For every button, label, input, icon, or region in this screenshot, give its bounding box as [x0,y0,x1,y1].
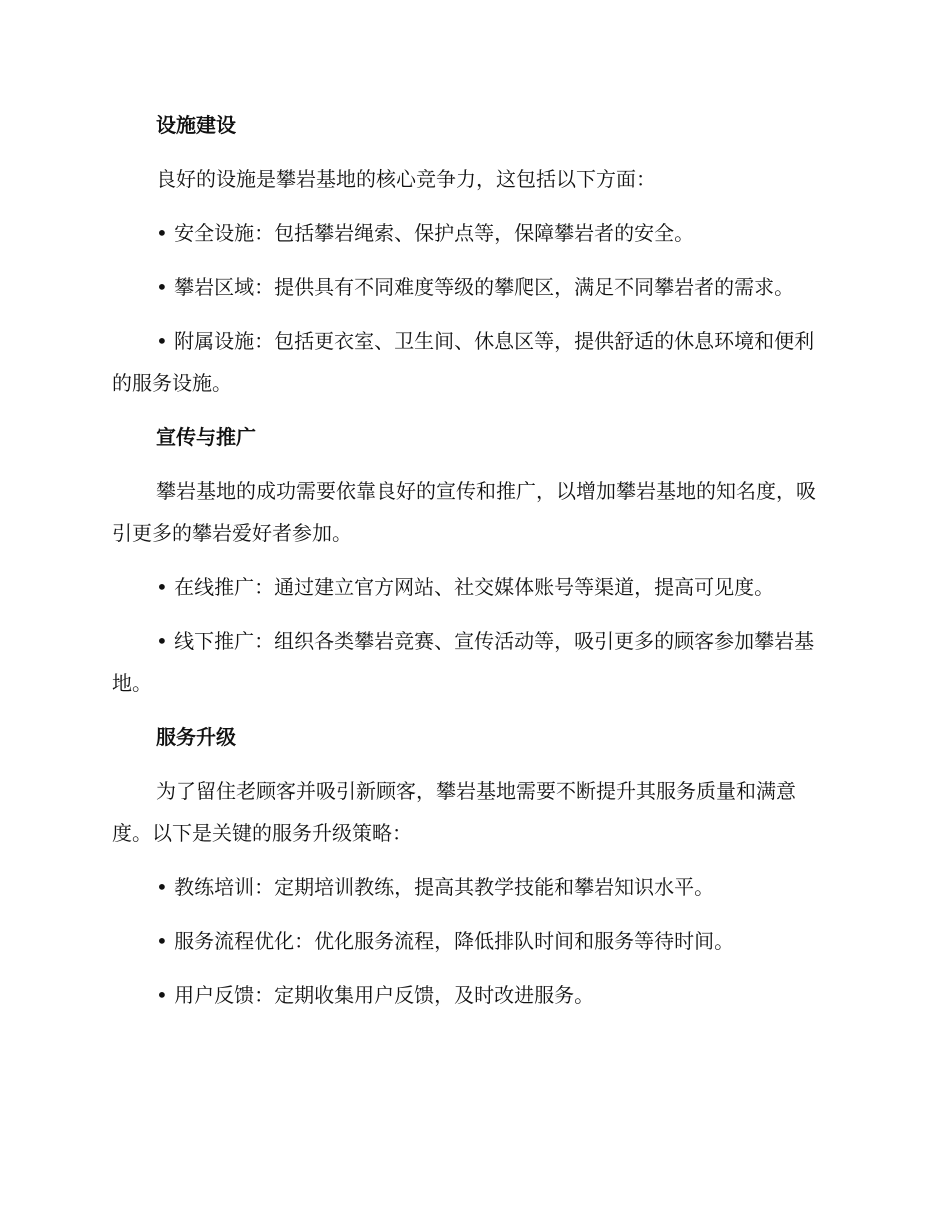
paragraph: 为了留住老顾客并吸引新顾客，攀岩基地需要不断提升其服务质量和满意度。以下是关键的服务升级策略： [112,779,796,845]
bullet-item: • 攀岩区域：提供具有不同难度等级的攀爬区，满足不同攀岩者的需求。 [156,275,795,299]
section-promotion [112,416,828,704]
bullet-item: • 用户反馈：定期收集用户反馈，及时改进服务。 [156,983,595,1007]
bullet-item: • 在线推广：通过建立官方网站、社交媒体账号等渠道，提高可见度。 [156,575,775,599]
bullet-item: • 线下推广：组织各类攀岩竞赛、宣传活动等，吸引更多的顾客参加攀岩基地。 [112,629,815,695]
section-heading: 服务升级 [156,725,236,749]
bullet-item: • 附属设施：包括更衣室、卫生间、休息区等，提供舒适的休息环境和便利的服务设施。 [112,329,815,395]
bullet-item: • 安全设施：包括攀岩绳索、保护点等，保障攀岩者的安全。 [156,221,695,245]
bullet-item: • 教练培训：定期培训教练，提高其教学技能和攀岩知识水平。 [156,875,715,899]
section-service-upgrade [112,716,828,1016]
section-heading: 设施建设 [156,113,236,137]
section-facilities [112,104,828,404]
paragraph: 攀岩基地的成功需要依靠良好的宣传和推广，以增加攀岩基地的知名度，吸引更多的攀岩爱好者参加。 [112,479,816,545]
document-body [112,104,828,1016]
section-heading: 宣传与推广 [156,425,256,449]
paragraph: 良好的设施是攀岩基地的核心竞争力，这包括以下方面： [156,167,656,191]
bullet-item: • 服务流程优化：优化服务流程，降低排队时间和服务等待时间。 [156,929,735,953]
